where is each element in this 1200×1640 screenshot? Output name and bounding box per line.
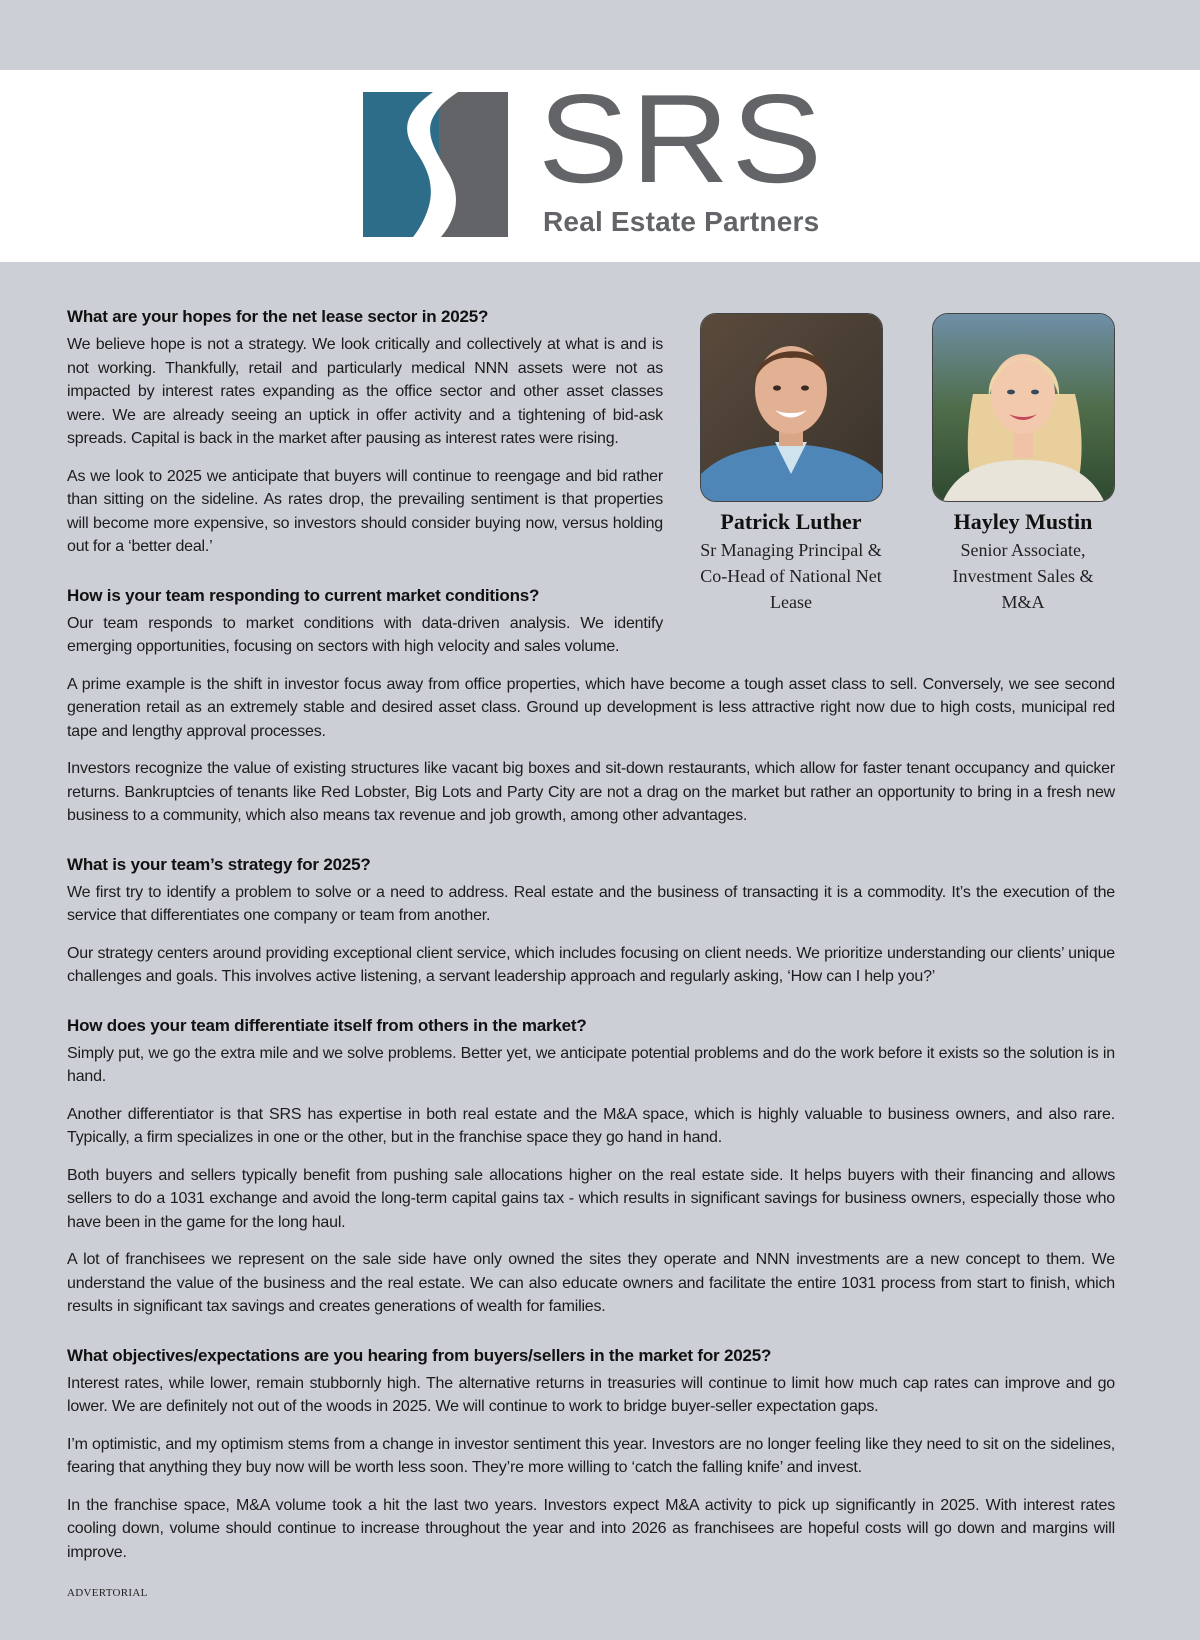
section-question: What are your hopes for the net lease sector in 2025?: [67, 307, 489, 326]
advertorial-label: ADVERTORIAL: [67, 1587, 148, 1599]
section-paragraph: A prime example is the shift in investor focus away from office properties, which have become a tough asset class to sell. Conversely, we see second generation retail as an extremely stable and desired asset class. Ground up development is less attractive right now due to high costs, municipal red tape and lengthy approval processes.: [67, 675, 1115, 740]
profile-name: Hayley Mustin: [953, 509, 1093, 534]
section-paragraph: Investors recognize the value of existing structures like vacant big boxes and sit-down restaurants, which allow for faster tenant occupancy and quicker returns. Bankruptcies of tenants like Red Lobster, Big Lots and Party City are not a drag on the market but rather an opportunity to bring in a fresh new business to a community, which also means tax revenue and job growth, among other advantages.: [67, 760, 1115, 824]
logo-subtitle: Real Estate Partners: [543, 206, 820, 237]
section-paragraph: Another differentiator is that SRS has expertise in both real estate and the M&A space, which is highly valuable to business owners, and also rare. Typically, a firm specializes in one or the other, but in the franchise space they go hand in hand.: [67, 1105, 1115, 1146]
article-body: [67, 306, 1115, 1590]
section-paragraph: Simply put, we go the extra mile and we solve problems. Better yet, we anticipate potential problems and do the work before it exists so the solution is in hand.: [67, 1044, 1115, 1085]
logo-wordmark: SRS: [538, 68, 825, 209]
narrow-column: [67, 585, 663, 659]
section-paragraph: Our strategy centers around providing exceptional client service, which includes focusing on client needs. We prioritize understanding our clients’ unique challenges and goals. This involves active listening, a servant leadership approach and regularly asking, ‘How can I help you?’: [67, 944, 1115, 985]
profile-title: Sr Managing Principal & Co-Head of National Net Lease: [700, 540, 882, 612]
section-paragraph: A lot of franchisees we represent on the sale side have only owned the sites they operate and NNN investments are a new concept to them. We understand the value of the business and the real estate. We can also educate owners and facilitate the entire 1031 process from start to finish, which results in significant tax savings and creates generations of wealth for families.: [67, 1251, 1115, 1315]
section-paragraph: Both buyers and sellers typically benefit from pushing sale allocations higher on the real estate side. It helps buyers with their financing and allows sellers to do a 1031 exchange and avoid the long-term capital gains tax - which results in significant savings for business owners, especially those who have been in the game for the long haul.: [67, 1166, 1115, 1231]
section-paragraph: We believe hope is not a strategy. We look critically and collectively at what is and is not working. Thankfully, retail and particularly medical NNN assets were not as impacted by interest rates expanding as the office sector and other asset classes were. We are already seeing an uptick in offer activity and a tightening of bid-ask spreads. Capital is back in the market after pausing as interest rates were rising.: [67, 336, 663, 447]
section-paragraph: As we look to 2025 we anticipate that buyers will continue to reengage and bid rather than sitting on the sideline. As rates drop, the prevailing sentiment is that properties will become more expensive, so investors should consider buying now, versus holding out for a ‘better deal.’: [67, 467, 663, 555]
profile-title: Senior Associate, Investment Sales & M&A: [952, 540, 1094, 612]
qa-section-strategy: [67, 854, 1115, 989]
logo-banner: [0, 70, 1200, 262]
narrow-column: [67, 306, 663, 559]
qa-section-response: [67, 585, 1115, 828]
qa-section-differentiate: [67, 1015, 1115, 1319]
section-paragraph: We first try to identify a problem to solve or a need to address. Real estate and the business of transacting it is a commodity. It’s the execution of the service that differentiates one company or team from another.: [67, 883, 1115, 924]
profile-name: Patrick Luther: [720, 509, 862, 534]
section-paragraph: Interest rates, while lower, remain stubbornly high. The alternative returns in treasuries will continue to limit how much cap rates can improve and go lower. We are definitely not out of the woods in 2025. We will continue to work to bridge buyer-seller expectation gaps.: [67, 1374, 1115, 1415]
srs-logo-mark-icon: [363, 92, 508, 237]
section-question: How is your team responding to current market conditions?: [67, 585, 540, 605]
section-question: What is your team’s strategy for 2025?: [67, 854, 371, 874]
qa-section-hopes: [67, 306, 1115, 559]
section-paragraph: In the franchise space, M&A volume took a hit the last two years. Investors expect M&A activity to pick up significantly in 2025. With interest rates cooling down, volume should continue to increase throughout the year and into 2026 as franchisees are hopeful costs will go down and margins will improve.: [67, 1496, 1115, 1561]
section-question: What objectives/expectations are you hearing from buyers/sellers in the market for 2025?: [67, 1345, 772, 1365]
section-question: How does your team differentiate itself from others in the market?: [67, 1015, 587, 1035]
section-paragraph: Our team responds to market conditions with data-driven analysis. We identify emerging opportunities, focusing on sectors with high velocity and sales volume.: [67, 614, 663, 655]
section-paragraph: I’m optimistic, and my optimism stems from a change in investor sentiment this year. Investors are no longer feeling like they need to sit on the sidelines, fearing that anything they buy now will be worth less soon. They’re more willing to ‘catch the falling knife’ and invest.: [67, 1435, 1115, 1476]
qa-section-expectations: [67, 1345, 1115, 1565]
